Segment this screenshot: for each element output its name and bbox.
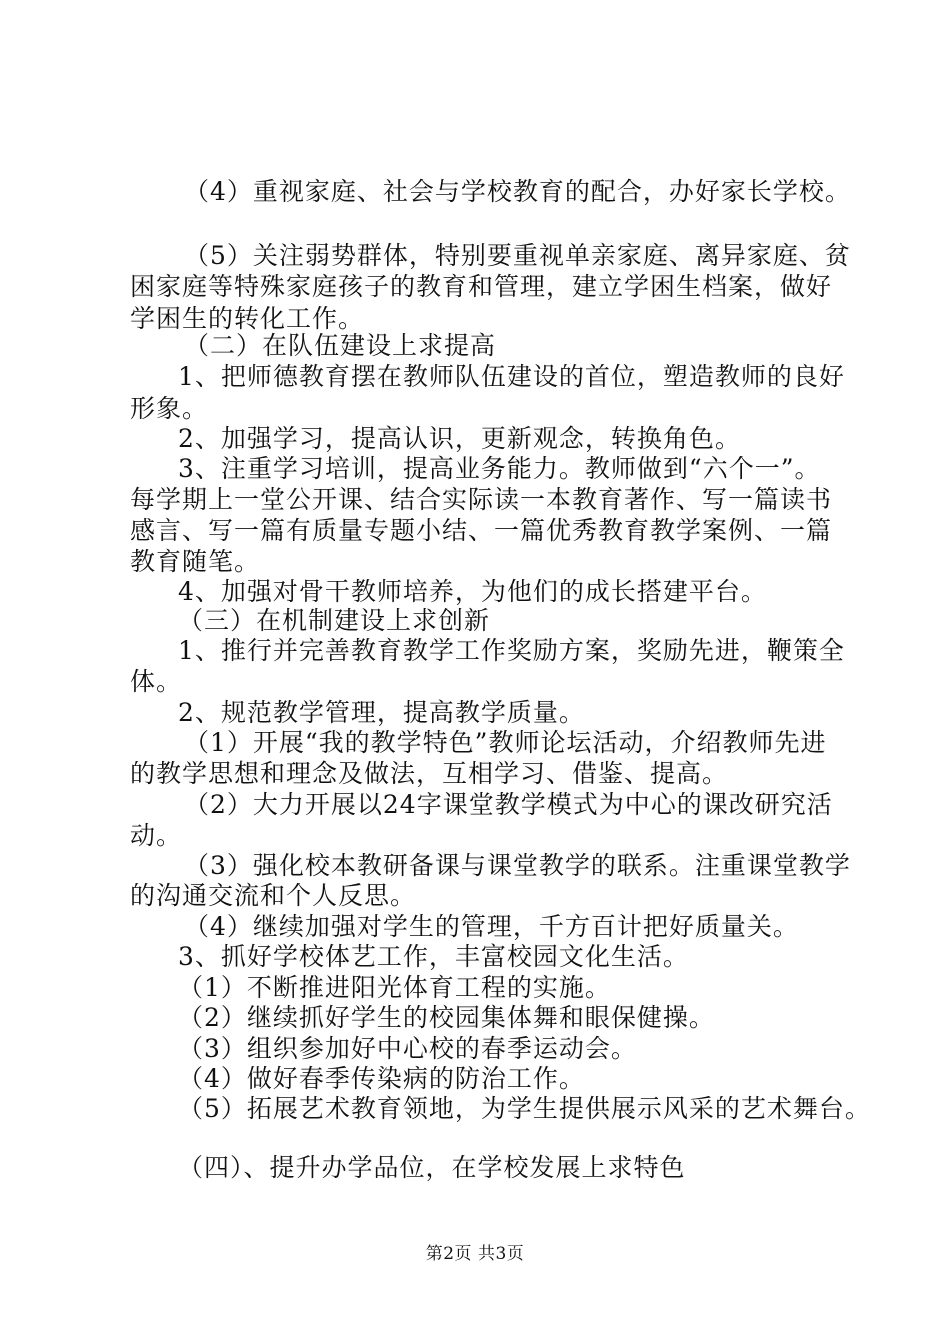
paragraph-line: 3、抓好学校体艺工作，丰富校园文化生活。 xyxy=(178,942,689,971)
paragraph-line: （4）重视家庭、社会与学校教育的配合，办好家长学校。 xyxy=(184,177,851,206)
paragraph-line: 1、推行并完善教育教学工作奖励方案，奖励先进，鞭策全 xyxy=(178,636,845,665)
paragraph-line: （5）关注弱势群体，特别要重视单亲家庭、离异家庭、贫 xyxy=(184,241,851,270)
paragraph-line: 3、注重学习培训，提高业务能力。教师做到“六个一”。 xyxy=(178,454,821,483)
paragraph-line: （4）继续加强对学生的管理，千方百计把好质量关。 xyxy=(184,912,799,941)
section-heading: （二）在队伍建设上求提高 xyxy=(184,331,497,360)
section-heading: （四）、提升办学品位，在学校发展上求特色 xyxy=(178,1153,686,1182)
paragraph-line: （3）强化校本教研备课与课堂教学的联系。注重课堂教学 xyxy=(184,851,851,880)
paragraph-line: 动。 xyxy=(130,821,183,850)
page-footer: 第2页 共3页 xyxy=(425,1244,525,1264)
paragraph-line: （5）拓展艺术教育领地，为学生提供展示风采的艺术舞台。 xyxy=(178,1094,871,1123)
paragraph-line: 形象。 xyxy=(130,394,209,423)
paragraph-line: 学困生的转化工作。 xyxy=(130,304,365,333)
section-heading: （三）在机制建设上求创新 xyxy=(178,606,491,635)
paragraph-line: 2、规范教学管理，提高教学质量。 xyxy=(178,698,585,727)
paragraph-line: （1）开展“我的教学特色”教师论坛活动，介绍教师先进 xyxy=(184,728,827,757)
paragraph-line: 的沟通交流和个人反思。 xyxy=(130,881,417,910)
paragraph-line: 体。 xyxy=(130,667,183,696)
paragraph-line: 2、加强学习，提高认识，更新观念，转换角色。 xyxy=(178,424,741,453)
paragraph-line: 感言、写一篇有质量专题小结、一篇优秀教育教学案例、一篇 xyxy=(130,516,833,545)
paragraph-line: （2）大力开展以24字课堂教学模式为中心的课改研究活 xyxy=(184,790,833,819)
paragraph-line: 困家庭等特殊家庭孩子的教育和管理，建立学困生档案，做好 xyxy=(130,272,833,301)
paragraph-line: 4、加强对骨干教师培养，为他们的成长搭建平台。 xyxy=(178,577,767,606)
paragraph-line: （3）组织参加好中心校的春季运动会。 xyxy=(178,1034,637,1063)
paragraph-line: 1、把师德教育摆在教师队伍建设的首位，塑造教师的良好 xyxy=(178,362,845,391)
paragraph-line: 每学期上一堂公开课、结合实际读一本教育著作、写一篇读书 xyxy=(130,485,833,514)
paragraph-line: （1）不断推进阳光体育工程的实施。 xyxy=(178,973,611,1002)
paragraph-line: 教育随笔。 xyxy=(130,547,261,576)
paragraph-line: 的教学思想和理念及做法，互相学习、借鉴、提高。 xyxy=(130,759,729,788)
paragraph-line: （2）继续抓好学生的校园集体舞和眼保健操。 xyxy=(178,1003,715,1032)
paragraph-line: （4）做好春季传染病的防治工作。 xyxy=(178,1064,585,1093)
